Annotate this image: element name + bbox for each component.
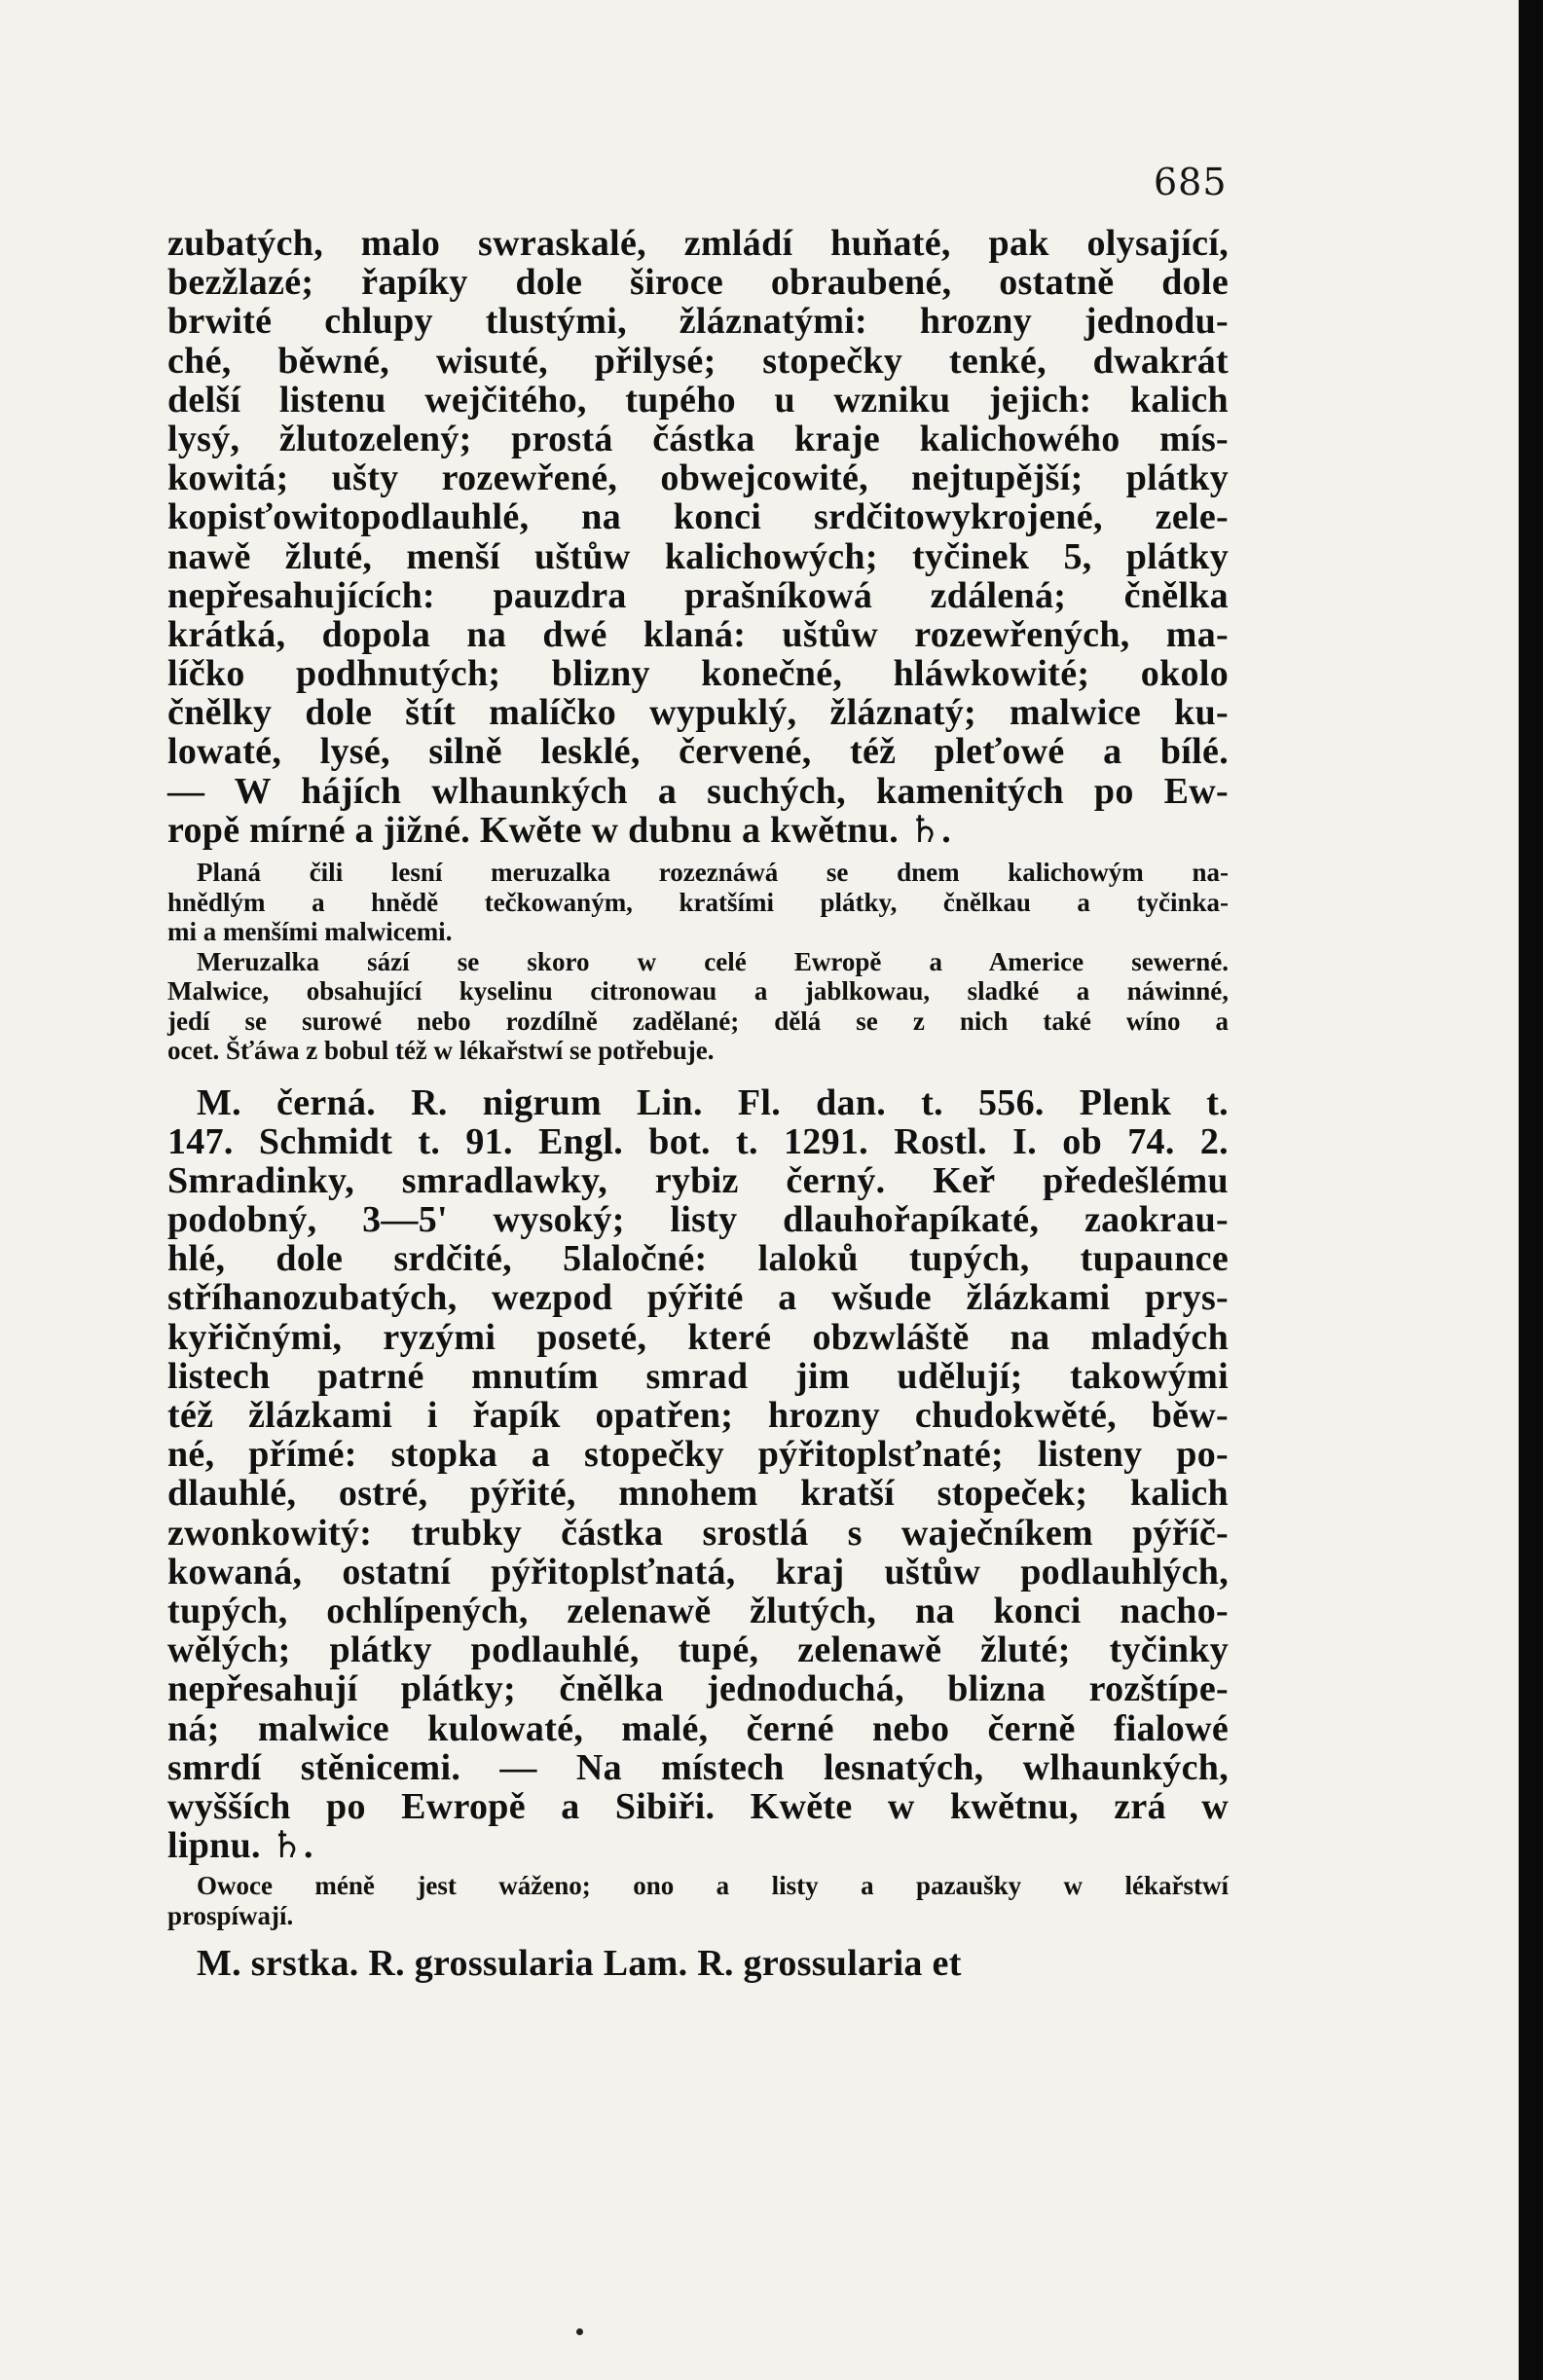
footnote-text-line: Owoce méně jest wáženo; ono a listy a pazaušky w lékařstwí bbox=[197, 1871, 1229, 1901]
scan-edge bbox=[1519, 0, 1543, 2380]
body-text-line: smrdí stěnicemi. — Na místech lesnatých, wlhaunkých, bbox=[167, 1746, 1229, 1788]
body-text-line: wyšších po Ewropě a Sibiři. Kwěte w kwětnu, zrá w bbox=[167, 1785, 1229, 1827]
body-text-line: tupých, ochlípených, zelenawě žlutých, na konci nacho- bbox=[167, 1590, 1229, 1631]
body-text-line: dlauhlé, ostré, pýřité, mnohem kratší stopeček; kalich bbox=[167, 1473, 1229, 1515]
body-text-line: hlé, dole srdčité, 5laločné: laloků tupých, tupaunce bbox=[167, 1238, 1229, 1280]
footnote-block-1 bbox=[167, 858, 1229, 1066]
body-text-line: M. srstka. R. grossularia Lam. R. grossularia et bbox=[197, 1943, 962, 1985]
body-text-line: bezžlazé; řapíky dole široce obraubené, ostatně dole bbox=[167, 262, 1229, 304]
body-text-line: čnělky dole štít malíčko wypuklý, žláznatý; malwice ku- bbox=[167, 692, 1229, 734]
body-text-line: kopisťowitopodlauhlé, na konci srdčitowykrojené, zele- bbox=[167, 496, 1229, 538]
body-text-line: 147. Schmidt t. 91. Engl. bot. t. 1291. Rostl. I. ob 74. 2. bbox=[167, 1120, 1229, 1162]
body-text-line: Smradinky, smradlawky, rybiz černý. Keř předešlému bbox=[167, 1159, 1229, 1201]
text-column bbox=[167, 224, 1229, 1983]
body-text-line: zubatých, malo swraskalé, zmládí huňaté, pak olysající, bbox=[167, 223, 1229, 264]
body-text-line: lowaté, lysé, silně lesklé, červené, též pleťowé a bílé. bbox=[167, 731, 1229, 773]
body-text-line: stříhanozubatých, wezpod pýřité a wšude žlázkami prys- bbox=[167, 1277, 1229, 1319]
body-text-line: kowaná, ostatní pýřitoplsťnatá, kraj uštůw podlauhlých, bbox=[167, 1551, 1229, 1593]
body-text-line: ropě mírné a jižné. Kwěte w dubnu a kwětnu. ♄. bbox=[167, 809, 952, 851]
footnote-text-line: prospíwají. bbox=[167, 1900, 294, 1930]
paragraph-ribes-alpinum-description bbox=[167, 224, 1229, 850]
paragraph-ribes-nigrum bbox=[167, 1083, 1229, 1866]
body-text-line: líčko podhnutých; blizny konečné, hláwkowité; okolo bbox=[167, 653, 1229, 695]
footnote-text-line: Malwice, obsahující kyselinu citronowau a jablkowau, sladké a náwinné, bbox=[167, 976, 1229, 1006]
page-number: 685 bbox=[1154, 161, 1228, 203]
body-text-line: zwonkowitý: trubky částka srostlá s waječníkem pýříč- bbox=[167, 1512, 1229, 1554]
body-text-line: ná; malwice kulowaté, malé, černé nebo černě fialowé bbox=[167, 1707, 1229, 1749]
paragraph-ribes-grossularia bbox=[167, 1944, 1229, 1983]
body-text-line: né, přímé: stopka a stopečky pýřitoplsťnaté; listeny po- bbox=[167, 1434, 1229, 1476]
footnote-block-2 bbox=[167, 1871, 1229, 1930]
body-text-line: též žlázkami i řapík opatřen; hrozny chudokwěté, běw- bbox=[167, 1395, 1229, 1436]
body-text-line: brwité chlupy tlustými, žláznatými: hrozny jednodu- bbox=[167, 301, 1229, 343]
body-text-line: nawě žluté, menší uštůw kalichowých; tyčinek 5, plátky bbox=[167, 535, 1229, 577]
body-text-line: lysý, žlutozelený; prostá částka kraje kalichowého mís- bbox=[167, 418, 1229, 459]
body-text-line: ché, běwné, wisuté, přilysé; stopečky tenké, dwakrát bbox=[167, 340, 1229, 382]
body-text-line: nepřesahujících: pauzdra prašníkowá zdálená; čnělka bbox=[167, 574, 1229, 616]
footnote-text-line: Meruzalka sází se skoro w celé Ewropě a Americe sewerné. bbox=[197, 946, 1229, 976]
footnote-text-line: ocet. Šťáwa z bobul též w lékařstwí se potřebuje. bbox=[167, 1036, 715, 1065]
body-text-line: wělých; plátky podlauhlé, tupé, zelenawě žluté; tyčinky bbox=[167, 1629, 1229, 1671]
footnote-text-line: hnědlým a hnědě tečkowaným, kratšími plátky, čnělkau a tyčinka- bbox=[167, 887, 1229, 917]
body-text-line: M. černá. R. nigrum Lin. Fl. dan. t. 556. Plenk t. bbox=[197, 1081, 1229, 1123]
body-text-line: nepřesahují plátky; čnělka jednoduchá, blizna rozštípe- bbox=[167, 1668, 1229, 1710]
body-text-line: — W hájích wlhaunkých a suchých, kamenitých po Ew- bbox=[167, 770, 1229, 812]
footnote-text-line: Planá čili lesní meruzalka rozeznáwá se dnem kalichowým na- bbox=[197, 858, 1229, 887]
footnote-text-line: jedí se surowé nebo rozdílně zadělané; dělá se z nich také wíno a bbox=[167, 1006, 1229, 1036]
body-text-line: delší listenu wejčitého, tupého u wzniku jejich: kalich bbox=[167, 379, 1229, 421]
body-text-line: listech patrné mnutím smrad jim udělují; takowými bbox=[167, 1355, 1229, 1397]
body-text-line: kowitá; ušty rozewřené, obwejcowité, nejtupější; plátky bbox=[167, 458, 1229, 499]
ink-speck bbox=[576, 2328, 583, 2335]
body-text-line: lipnu. ♄. bbox=[167, 1825, 313, 1867]
body-text-line: podobný, 3—5' wysoký; listy dlauhořapíkaté, zaokrau- bbox=[167, 1199, 1229, 1241]
body-text-line: krátká, dopola na dwé klaná: uštůw rozewřených, ma- bbox=[167, 613, 1229, 655]
footnote-text-line: mi a menšími malwicemi. bbox=[167, 917, 453, 946]
body-text-line: kyřičnými, ryzými poseté, které obzwláště na mladých bbox=[167, 1316, 1229, 1358]
